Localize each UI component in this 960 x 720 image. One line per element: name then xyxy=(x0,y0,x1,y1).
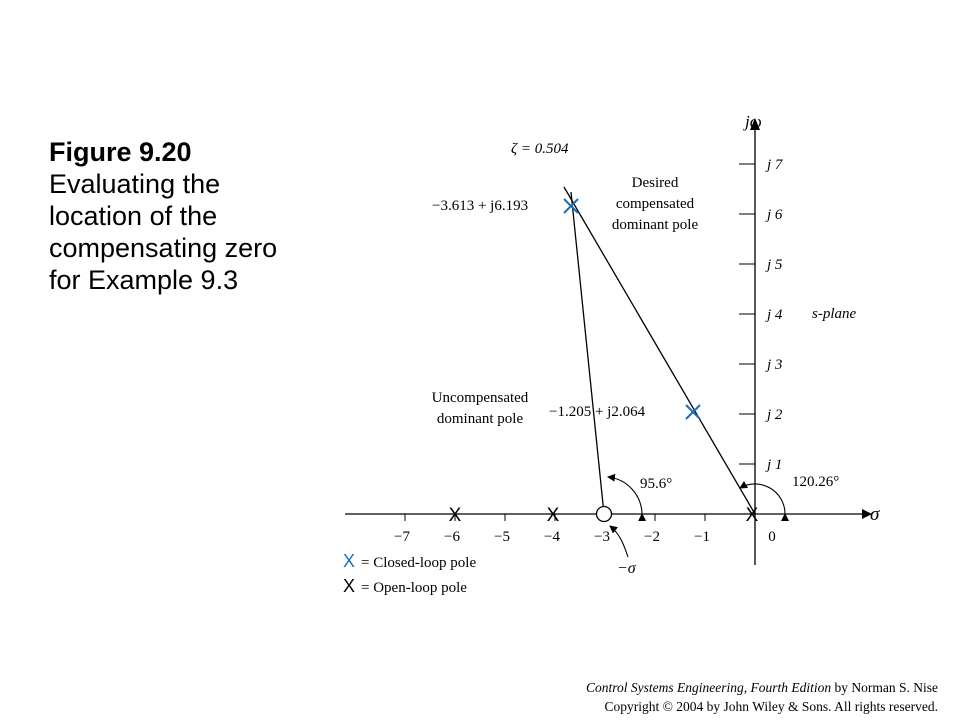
uncompensated-pole-label-line1: Uncompensated xyxy=(431,390,529,406)
open-loop-pole-origin: X xyxy=(745,505,759,526)
uncompensated-pole-label-line2: dominant pole xyxy=(436,411,524,427)
desired-pole-value: −3.613 + j6.193 xyxy=(432,198,529,214)
uncompensated-pole-value: −1.205 + j2.064 xyxy=(549,404,646,420)
figure-description: Evaluating the location of the compensating zero for Example 9.3 xyxy=(49,169,278,295)
zero-label: −σ xyxy=(617,560,636,577)
closed-loop-pole-desired xyxy=(564,199,578,213)
book-title: Control Systems Engineering, Fourth Edition xyxy=(586,680,832,695)
footer-citation xyxy=(586,678,938,697)
zero-angle-label: 95.6° xyxy=(640,476,673,492)
desired-pole-label-line2: compensated xyxy=(615,196,695,212)
zero-pointer xyxy=(610,526,628,557)
compensating-zero xyxy=(597,507,612,522)
zeta-angle-label: 120.26° xyxy=(792,474,840,490)
zero-to-pole-line xyxy=(571,192,604,514)
zeta-line xyxy=(564,187,755,514)
tick-label-0: 0 xyxy=(768,529,776,545)
tick-label-neg4: −4 xyxy=(544,529,560,545)
desired-pole-label xyxy=(612,175,699,233)
imag-axis-ticks xyxy=(739,164,755,464)
s-plane-label: s-plane xyxy=(812,306,857,322)
book-author: by Norman S. Nise xyxy=(831,680,938,695)
desired-pole-label-line3: dominant pole xyxy=(611,217,699,233)
tick-label-j1: j 1 xyxy=(767,457,783,473)
figure-title: Figure 9.20 xyxy=(49,137,192,167)
uncompensated-pole-label xyxy=(432,390,529,427)
footer xyxy=(586,678,938,716)
tick-label-neg3: −3 xyxy=(594,529,610,545)
tick-label-neg6: −6 xyxy=(444,529,460,545)
legend-closed-loop-symbol: X xyxy=(343,551,356,571)
real-axis-label: σ xyxy=(870,504,880,525)
imag-axis-tick-labels xyxy=(765,157,784,473)
legend xyxy=(343,551,476,596)
open-loop-pole-neg4: X xyxy=(546,505,560,526)
tick-label-neg7: −7 xyxy=(394,529,410,545)
zero-angle-arc xyxy=(608,477,642,514)
tick-label-j2: j 2 xyxy=(767,407,783,423)
tick-label-j3: j 3 xyxy=(767,357,783,373)
legend-closed-loop-text: = Closed-loop pole xyxy=(361,555,477,571)
legend-open-loop-symbol: X xyxy=(343,576,356,596)
imag-axis-label: jω xyxy=(745,112,762,131)
zeta-label: ζ = 0.504 xyxy=(511,141,569,157)
tick-label-j7: j 7 xyxy=(767,157,783,173)
legend-open-loop-text: = Open-loop pole xyxy=(361,580,467,596)
desired-pole-label-line1: Desired xyxy=(631,175,679,191)
open-loop-pole-neg6: X xyxy=(448,505,462,526)
tick-label-j4: j 4 xyxy=(767,307,783,323)
tick-label-neg1: −1 xyxy=(694,529,710,545)
real-axis-tick-labels xyxy=(394,529,776,545)
tick-label-neg2: −2 xyxy=(644,529,660,545)
tick-label-neg5: −5 xyxy=(494,529,510,545)
footer-copyright: Copyright © 2004 by John Wiley & Sons. All rights reserved. xyxy=(604,699,938,714)
tick-label-j6: j 6 xyxy=(767,207,783,223)
tick-label-j5: j 5 xyxy=(767,257,783,273)
